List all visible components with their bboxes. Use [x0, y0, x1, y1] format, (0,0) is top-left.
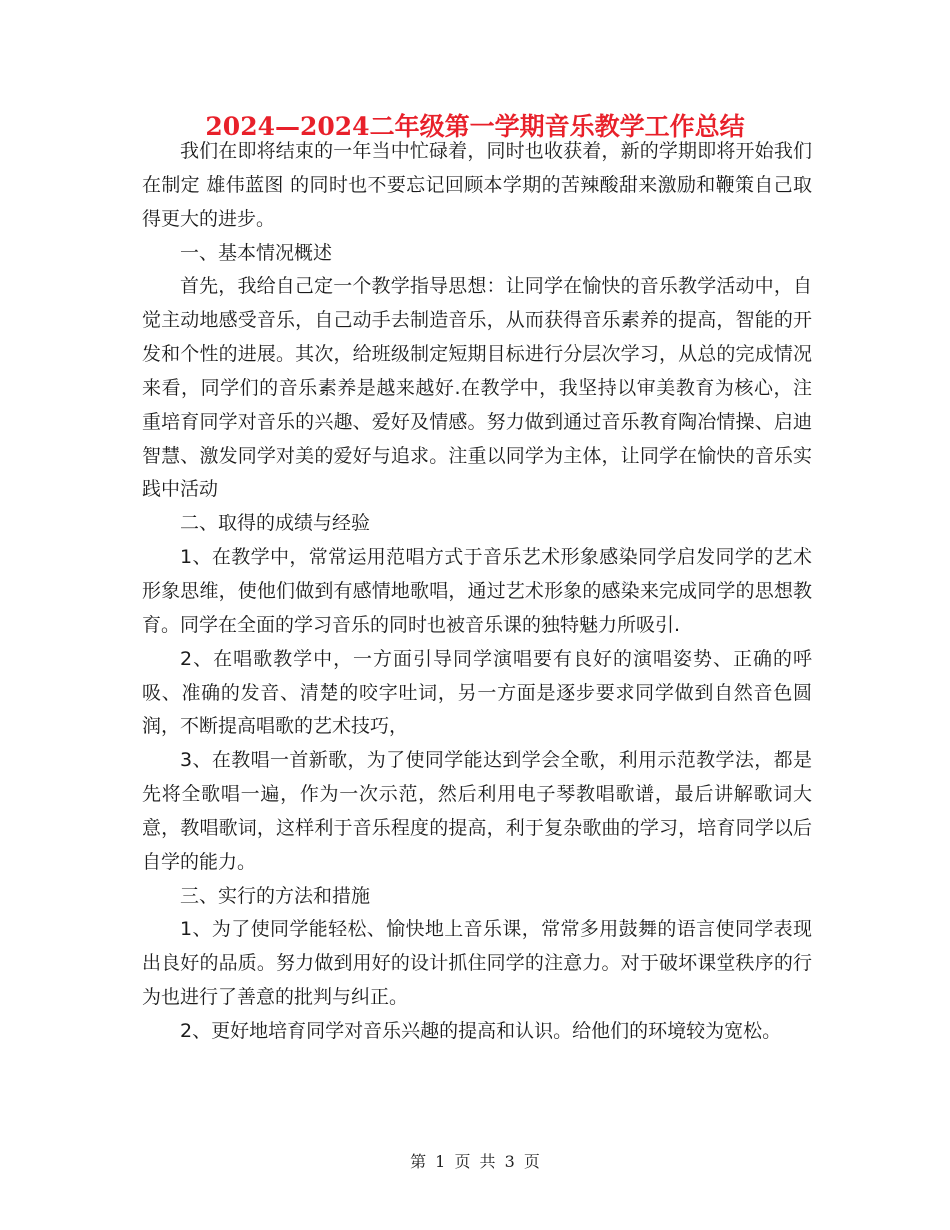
intro-paragraph: 我们在即将结束的一年当中忙碌着，同时也收获着，新的学期即将开始我们在制定 雄伟蓝图 的同时也不要忘记回顾本学期的苦辣酸甜来激励和鞭策自己取得更大的进步。 — [142, 140, 812, 230]
achievement-item-1: 1、在教学中，常常运用范唱方式于音乐艺术形象感染同学启发同学的艺术形象思维，使他们做到有感情地歌唱，通过艺术形象的感染来完成同学的思想教育。同学在全面的学习音乐的同时也被音乐课的独特魅力所吸引. — [142, 546, 812, 636]
achievement-item-3: 3、在教唱一首新歌，为了使同学能达到学会全歌，利用示范教学法，都是先将全歌唱一遍，作为一次示范，然后利用电子琴教唱歌谱，最后讲解歌词大意，教唱歌词，这样利于音乐程度的提高，利于复杂歌曲的学习，培育同学以后自学的能力。 — [142, 749, 812, 873]
section-heading-achievements: 二、取得的成绩与经验 — [180, 512, 371, 535]
overview-paragraph: 首先，我给自己定一个教学指导思想：让同学在愉快的音乐教学活动中，自觉主动地感受音乐，自己动手去制造音乐，从而获得音乐素养的提高，智能的开发和个性的进展。其次，给班级制定短期目标进行分层次学习，从总的完成情况来看，同学们的音乐素养是越来越好.在教学中，我坚持以审美教育为核心，注重培育同学对音乐的兴趣、爱好及情感。努力做到通过音乐教育陶冶情操、启迪智慧、激发同学对美的爱好与追求。注重以同学为主体，让同学在愉快的音乐实践中活动 — [142, 275, 812, 501]
document-title: 2024—2024二年级第一学期音乐教学工作总结 — [205, 112, 745, 141]
section-heading-overview: 一、基本情况概述 — [180, 241, 333, 264]
method-item-2: 2、更好地培育同学对音乐兴趣的提高和认识。给他们的环境较为宽松。 — [180, 1019, 782, 1042]
page-footer: 第 1 页 共 3 页 — [410, 1152, 540, 1171]
document-body — [142, 135, 812, 1049]
method-item-1: 1、为了使同学能轻松、愉快地上音乐课，常常多用鼓舞的语言使同学表现出良好的品质。努力做到用好的设计抓住同学的注意力。对于破坏课堂秩序的行为也进行了善意的批判与纠正。 — [142, 918, 812, 1009]
achievement-item-2: 2、在唱歌教学中，一方面引导同学演唱要有良好的演唱姿势、正确的呼吸、准确的发音、清楚的咬字吐词，另一方面是逐步要求同学做到自然音色圆润，不断提高唱歌的艺术技巧， — [142, 647, 812, 738]
section-heading-methods: 三、实行的方法和措施 — [180, 884, 371, 907]
